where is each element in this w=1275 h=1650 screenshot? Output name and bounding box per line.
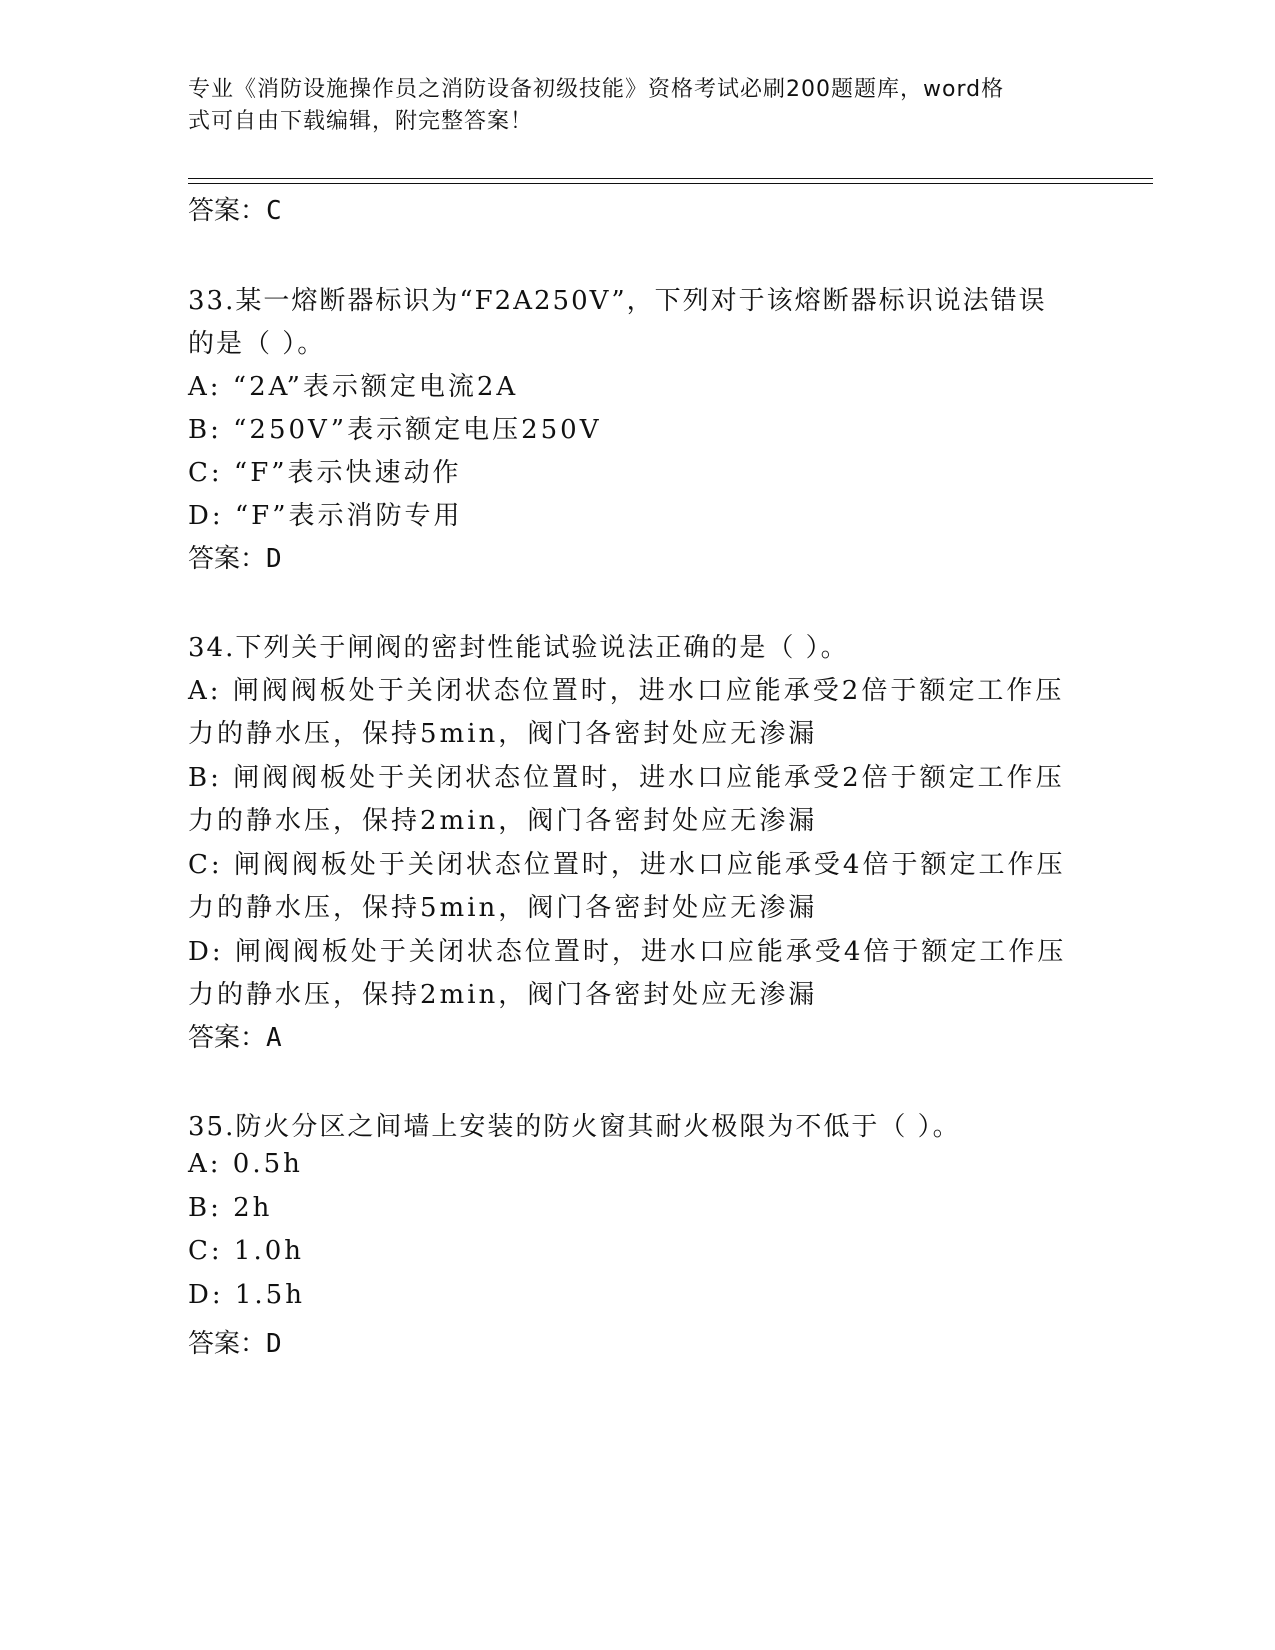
question-35-option-d: D: 1.5h	[188, 1280, 305, 1310]
question-34-stem: 34.下列关于闸阀的密封性能试验说法正确的是（ ）。	[188, 633, 849, 663]
question-35-answer: 答案：D	[188, 1329, 282, 1359]
question-34-option-a-line-1: A: 闸阀阀板处于关闭状态位置时，进水口应能承受2倍于额定工作压	[188, 676, 1065, 706]
question-35-option-b: B: 2h	[188, 1193, 273, 1223]
question-34-option-c-line-1: C: 闸阀阀板处于关闭状态位置时，进水口应能承受4倍于额定工作压	[188, 850, 1066, 880]
question-34-option-b-line-2: 力的静水压，保持2min，阀门各密封处应无渗漏	[188, 806, 818, 836]
header-line-2: 式可自由下载编辑，附完整答案！	[188, 109, 534, 134]
question-33-option-a: A: “2A”表示额定电流2A	[188, 372, 519, 402]
question-35-stem: 35.防火分区之间墙上安装的防火窗其耐火极限为不低于（ ）。	[188, 1112, 961, 1142]
question-34-answer: 答案：A	[188, 1023, 282, 1053]
header-divider-bottom	[188, 183, 1153, 184]
question-34-option-b-line-1: B: 闸阀阀板处于关闭状态位置时，进水口应能承受2倍于额定工作压	[188, 763, 1065, 793]
header-line-1: 专业《消防设施操作员之消防设备初级技能》资格考试必刷200题题库，word格	[188, 77, 1005, 102]
question-33-option-c: C: “F”表示快速动作	[188, 458, 462, 488]
question-34-option-c-line-2: 力的静水压，保持5min，阀门各密封处应无渗漏	[188, 893, 818, 923]
question-33-stem-line-2: 的是（ ）。	[188, 329, 326, 359]
question-34-option-a-line-2: 力的静水压，保持5min，阀门各密封处应无渗漏	[188, 719, 818, 749]
previous-answer: 答案：C	[188, 196, 282, 226]
question-34-option-d-line-1: D: 闸阀阀板处于关闭状态位置时，进水口应能承受4倍于额定工作压	[188, 937, 1067, 967]
question-34-option-d-line-2: 力的静水压，保持2min，阀门各密封处应无渗漏	[188, 980, 818, 1010]
question-33-option-d: D: “F”表示消防专用	[188, 501, 463, 531]
question-35-option-a: A: 0.5h	[188, 1149, 303, 1179]
question-33-option-b: B: “250V”表示额定电压250V	[188, 415, 602, 445]
header-divider-top	[188, 178, 1153, 179]
question-35-option-c: C: 1.0h	[188, 1236, 305, 1266]
question-33-stem-line-1: 33.某一熔断器标识为“F2A250V”，下列对于该熔断器标识说法错误	[188, 286, 1047, 316]
document-header	[188, 74, 1068, 138]
question-33-answer: 答案：D	[188, 544, 282, 574]
